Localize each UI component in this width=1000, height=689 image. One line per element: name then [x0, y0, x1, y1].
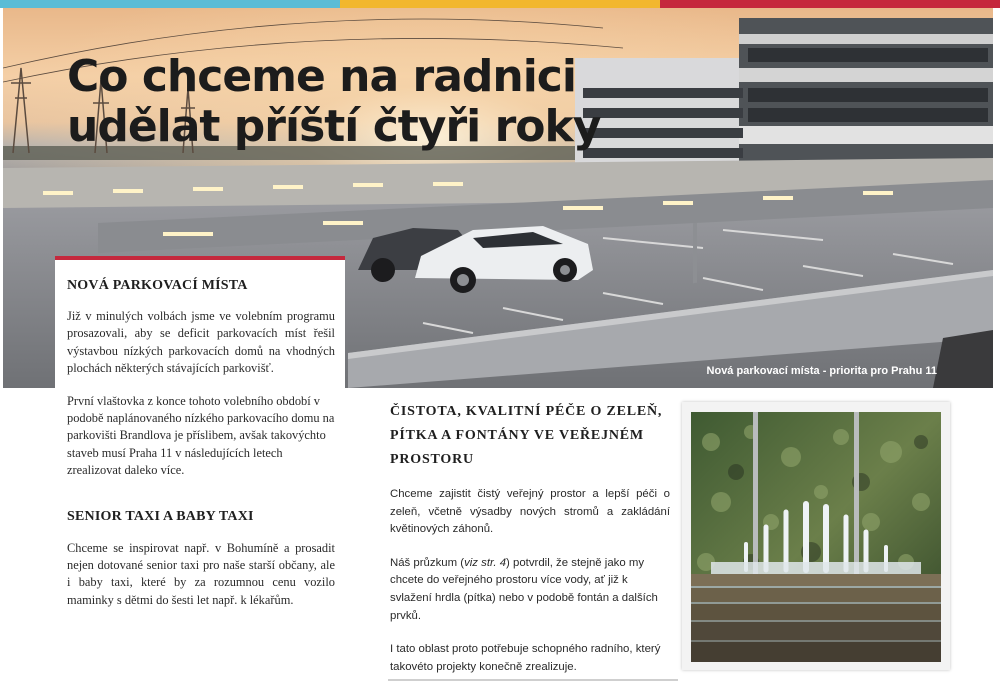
page-reference: viz str. 4 — [464, 556, 507, 569]
fountain-steps — [691, 574, 941, 662]
water-spray — [711, 562, 921, 574]
survey-text-before: Náš průzkum ( — [390, 556, 465, 569]
parking-paragraph-1: Již v minulých volbách jsme ve volebním programu prosazovali, aby se deficit parkovacích míst řešil výstavbou nízkých parkovacích domů na vhodných plochách některých stávajících parkovišť. — [67, 309, 335, 376]
clean-paragraph-3: I tato oblast proto potřebuje schopného radního, který takovéto projekty konečně zrealizuje. — [390, 643, 661, 673]
fountain-illustration — [691, 412, 941, 662]
headline-line-1: Co chceme na radnici — [67, 51, 576, 102]
survey-text-after: ) potvrdil, že stejně jako my chcete do veřejného prostoru více vody, ať již k svlažení hrdla (pítka) nebo v podobě fontán a dalších prvků. — [390, 556, 658, 622]
pillar-left — [753, 412, 758, 577]
column-divider — [388, 679, 678, 681]
middle-column — [390, 400, 670, 676]
heading-clean-public-space — [390, 400, 670, 472]
fountain-photo — [691, 412, 941, 662]
photo-caption: Nová parkovací místa - priorita pro Prahu 11 — [706, 365, 937, 377]
clean-paragraph-1: Chceme zajistit čistý veřejný prostor a lepší péči o zeleň, včetně výsadby nových stromů a zakládání květinových záhonů. — [390, 488, 670, 536]
strip-yellow — [340, 0, 660, 8]
taxi-paragraph: Chceme se inspirovat např. v Bohumíně a prosadit nejen dotované senior taxi pro naše starší občany, ale i baby taxi, které by za rozumnou cenu vozilo maminky s dětmi do šesti let např. k lékařům. — [67, 540, 335, 607]
fountain-photo-frame — [682, 402, 950, 670]
heading-line-2: PÍTKA A FONTÁNY VE VEŘEJNÉM — [390, 428, 644, 443]
headline-line-2: udělat příští čtyři roky — [67, 101, 601, 152]
strip-red — [660, 0, 1000, 8]
clean-paragraph-2 — [390, 555, 670, 625]
heading-line-3: PROSTORU — [390, 452, 474, 467]
red-accent-line — [55, 256, 345, 260]
heading-parking: NOVÁ PARKOVACÍ MÍSTA — [67, 278, 248, 293]
left-column — [67, 278, 335, 609]
heading-line-1: ČISTOTA, KVALITNÍ PÉČE O ZELEŇ, — [390, 404, 663, 419]
headline — [67, 52, 600, 152]
strip-blue — [0, 0, 340, 8]
pillar-right — [854, 412, 859, 577]
parking-paragraph-2: První vlaštovka z konce tohoto volebního období v podobě naplánovaného nízkého parkovacího domu na parkovišti Brandlova je příslibem, avšak takovýchto staveb musí Praha 11 v následujících letech zrealizovat daleko více. — [67, 393, 335, 478]
color-strip — [0, 0, 1000, 8]
heading-taxi: SENIOR TAXI A BABY TAXI — [67, 508, 254, 524]
